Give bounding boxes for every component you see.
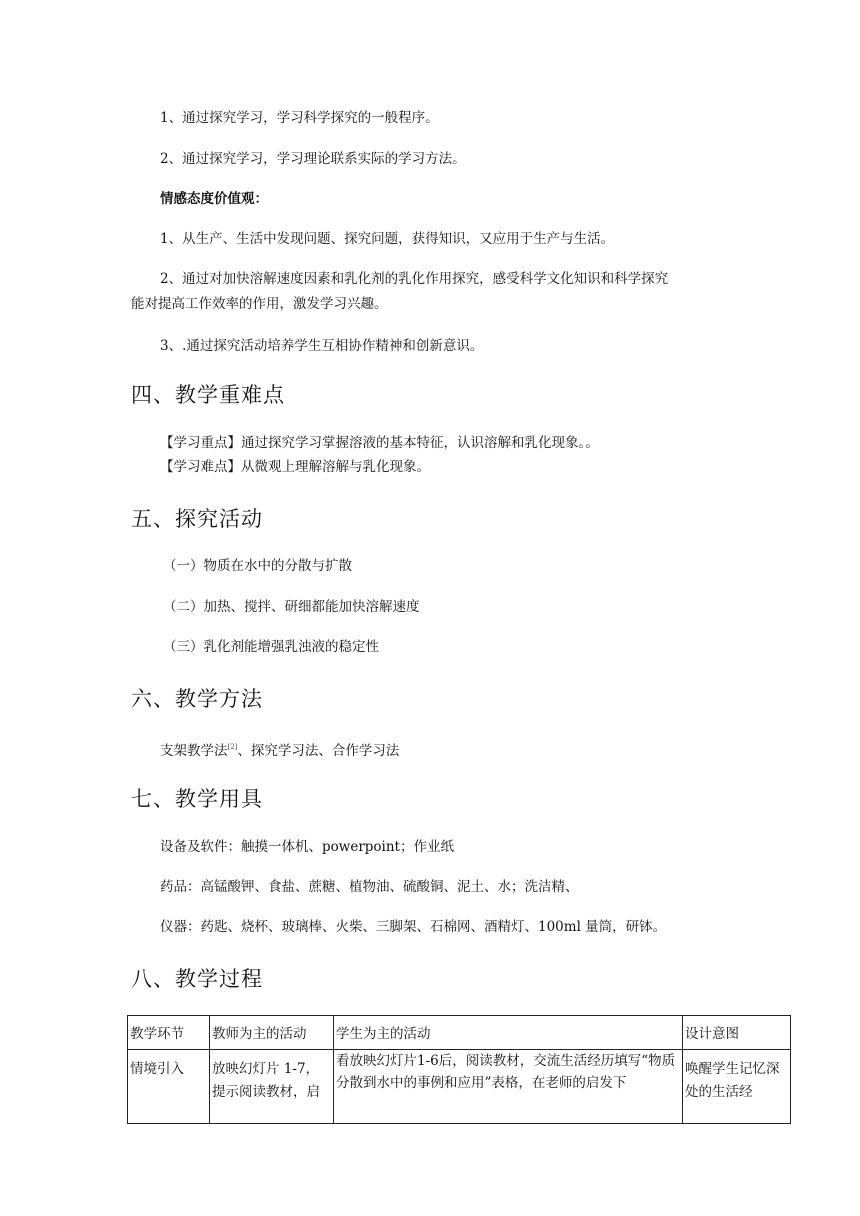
- key-point: 【学习重点】通过探究学习掌握溶液的基本特征，认识溶解和乳化现象。。: [160, 435, 599, 451]
- affect-item-2: 2、通过对加快溶解速度因素和乳化剂的乳化作用探究，感受科学文化知识和科学探究: [160, 271, 669, 287]
- activity-1: （一）物质在水中的分散与扩散: [163, 558, 352, 574]
- difficult-point: 【学习难点】从微观上理解溶解与乳化现象。: [160, 459, 430, 475]
- section-8-title: 八、教学过程: [131, 967, 263, 991]
- process-item-2: 2、通过探究学习，学习理论联系实际的学习方法。: [160, 151, 466, 167]
- section-5-title: 五、探究活动: [131, 507, 263, 531]
- header-student: 学生为主的活动: [334, 1016, 683, 1050]
- method-line: [160, 737, 399, 761]
- activity-3: （三）乳化剂能增强乳浊液的稳定性: [163, 639, 379, 655]
- equipment-software: 设备及软件：触摸一体机、powerpoint；作业纸: [160, 839, 454, 855]
- section-7-title: 七、教学用具: [131, 787, 263, 811]
- affect-heading: 情感态度价值观：: [160, 191, 268, 207]
- affect-item-2-cont: 能对提高工作效率的作用，激发学习兴趣。: [131, 296, 388, 312]
- cell-intent: 唤醒学生记忆深处的生活经: [683, 1050, 791, 1124]
- cell-teacher: 放映幻灯片 1-7，提示阅读教材，启: [210, 1050, 334, 1124]
- method-text-before: 支架教学法: [160, 743, 228, 759]
- header-intent: 设计意图: [683, 1016, 791, 1050]
- teaching-process-table: [127, 1015, 791, 1124]
- equipment-instruments: 仪器：药匙、烧杯、玻璃棒、火柴、三脚架、石棉网、酒精灯、100ml 量筒，研钵。: [160, 919, 667, 935]
- affect-item-3: 3、.通过探究活动培养学生互相协作精神和创新意识。: [160, 338, 484, 354]
- activity-2: （二）加热、搅拌、研细都能加快溶解速度: [163, 599, 420, 615]
- header-stage: 教学环节: [128, 1016, 210, 1050]
- cell-stage: 情境引入: [128, 1050, 210, 1124]
- header-teacher: 教师为主的活动: [210, 1016, 334, 1050]
- table-row: [128, 1050, 791, 1124]
- affect-item-1: 1、从生产、生活中发现问题、探究问题，获得知识，又应用于生产与生活。: [160, 231, 615, 247]
- process-item-1: 1、通过探究学习，学习科学探究的一般程序。: [160, 110, 439, 126]
- section-4-title: 四、教学重难点: [131, 383, 285, 407]
- equipment-chemicals: 药品：高锰酸钾、食盐、蔗糖、植物油、硫酸铜、泥土、水；洗洁精、: [160, 879, 579, 895]
- cell-student: 看放映幻灯片1-6后，阅读教材，交流生活经历填写“物质分散到水中的事例和应用”表格，在老师的启发下: [334, 1050, 683, 1124]
- table-header-row: [128, 1016, 791, 1050]
- method-text-after: 、探究学习法、合作学习法: [237, 743, 400, 759]
- section-6-title: 六、教学方法: [131, 687, 263, 711]
- footnote-ref[interactable]: [2]: [227, 743, 238, 751]
